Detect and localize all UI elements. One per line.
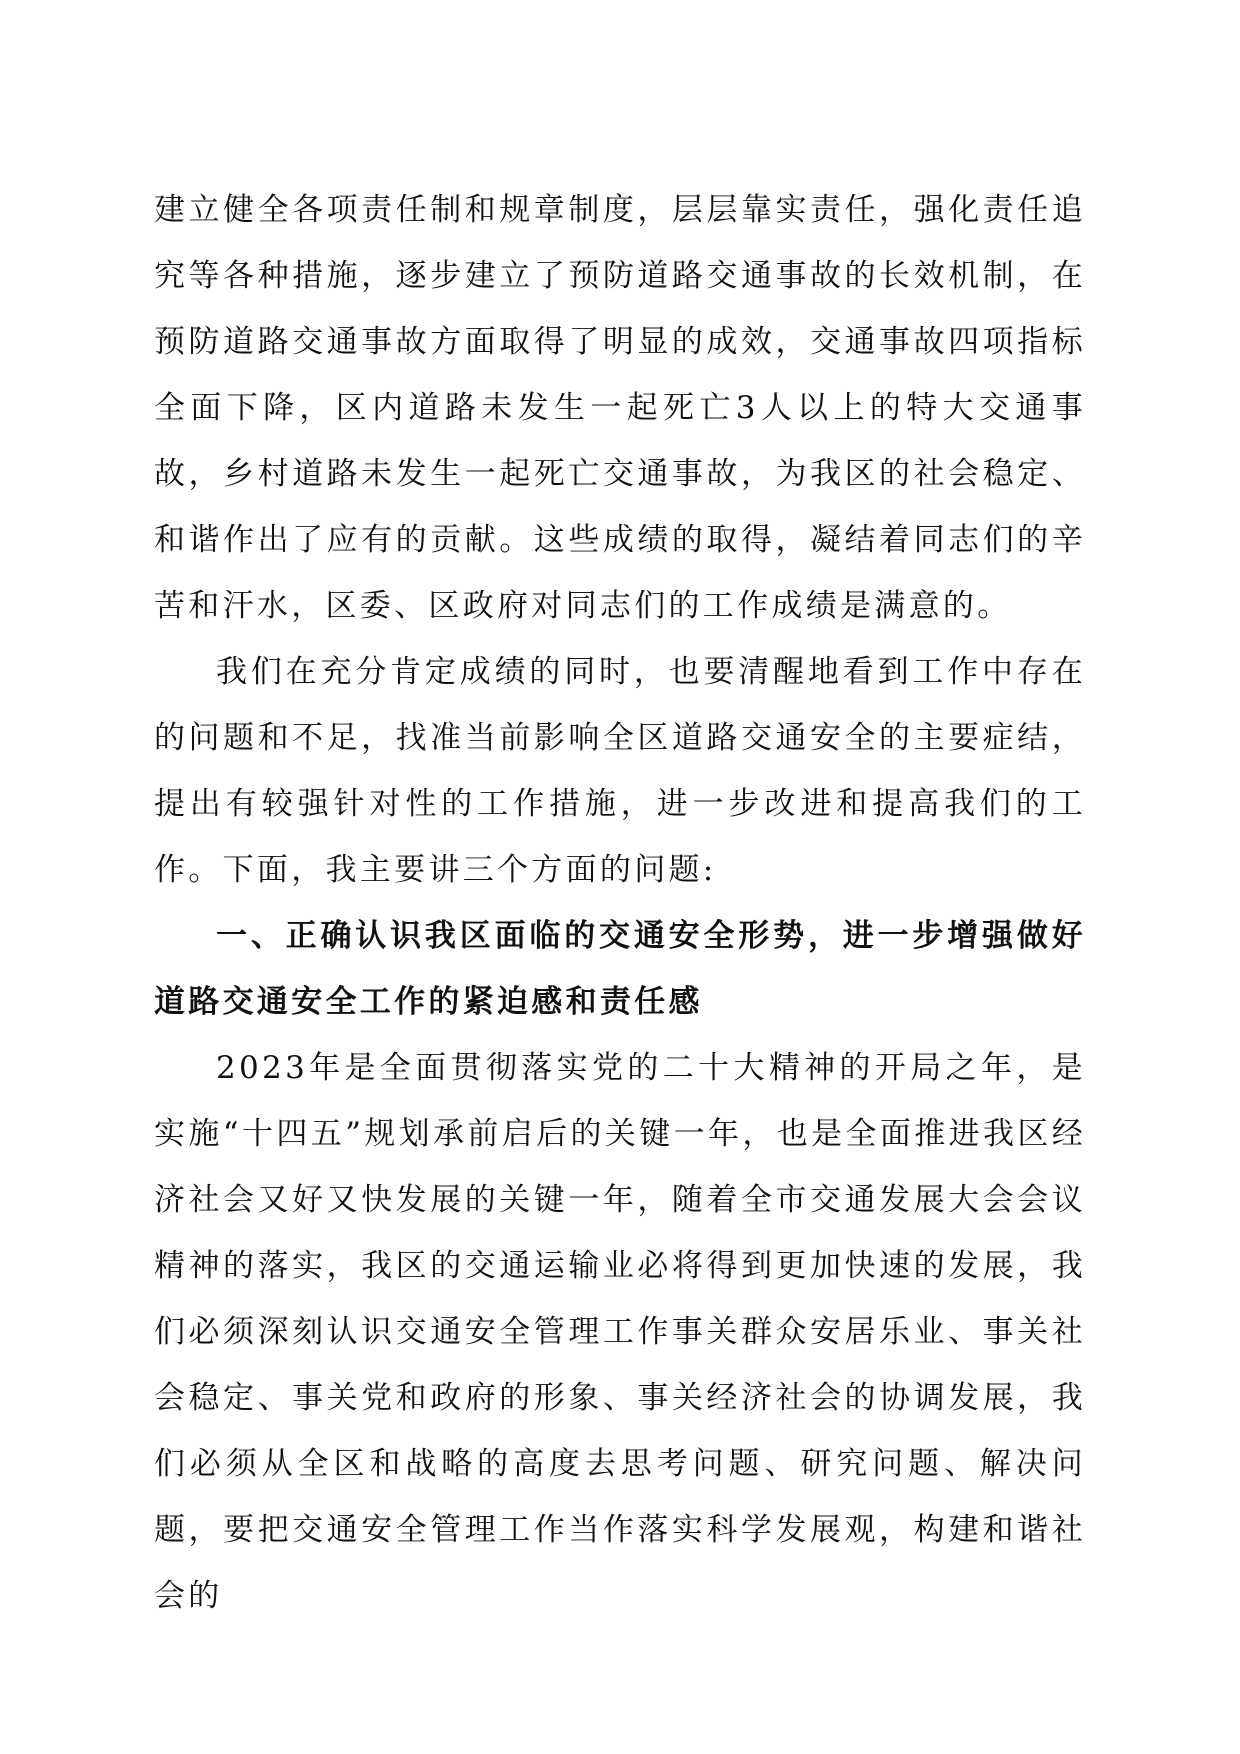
- paragraph-2023: 2023年是全面贯彻落实党的二十大精神的开局之年，是实施“十四五”规划承前启后的关键一年，也是全面推进我区经济社会又好又快发展的关键一年，随着全市交通发展大会会议精神的落实，我区的交通运输业必将得到更加快速的发展，我们必须深刻认识交通安全管理工作事关群众安居乐业、事关社会稳定、事关党和政府的形象、事关经济社会的协调发展，我们必须从全区和战略的高度去思考问题、研究问题、解决问题，要把交通安全管理工作当作落实科学发展观，构建和谐社会的: [154, 1050, 1086, 1614]
- paragraph-continuation: 建立健全各项责任制和规章制度，层层靠实责任，强化责任追究等各种措施，逐步建立了预防道路交通事故的长效机制，在预防道路交通事故方面取得了明显的成效，交通事故四项指标全面下降，区内道路未发生一起死亡3人以上的特大交通事故，乡村道路未发生一起死亡交通事故，为我区的社会稳定、和谐作出了应有的贡献。这些成绩的取得，凝结着同志们的辛苦和汗水，区委、区政府对同志们的工作成绩是满意的。: [154, 192, 1086, 624]
- section-heading-1: 一、正确认识我区面临的交通安全形势，进一步增强做好道路交通安全工作的紧迫感和责任感: [154, 918, 1086, 1020]
- document-body: [154, 177, 1086, 1629]
- paragraph-problems: 我们在充分肯定成绩的同时，也要清醒地看到工作中存在的问题和不足，找准当前影响全区道路交通安全的主要症结，提出有较强针对性的工作措施，进一步改进和提高我们的工作。下面，我主要讲三个方面的问题:: [154, 654, 1086, 888]
